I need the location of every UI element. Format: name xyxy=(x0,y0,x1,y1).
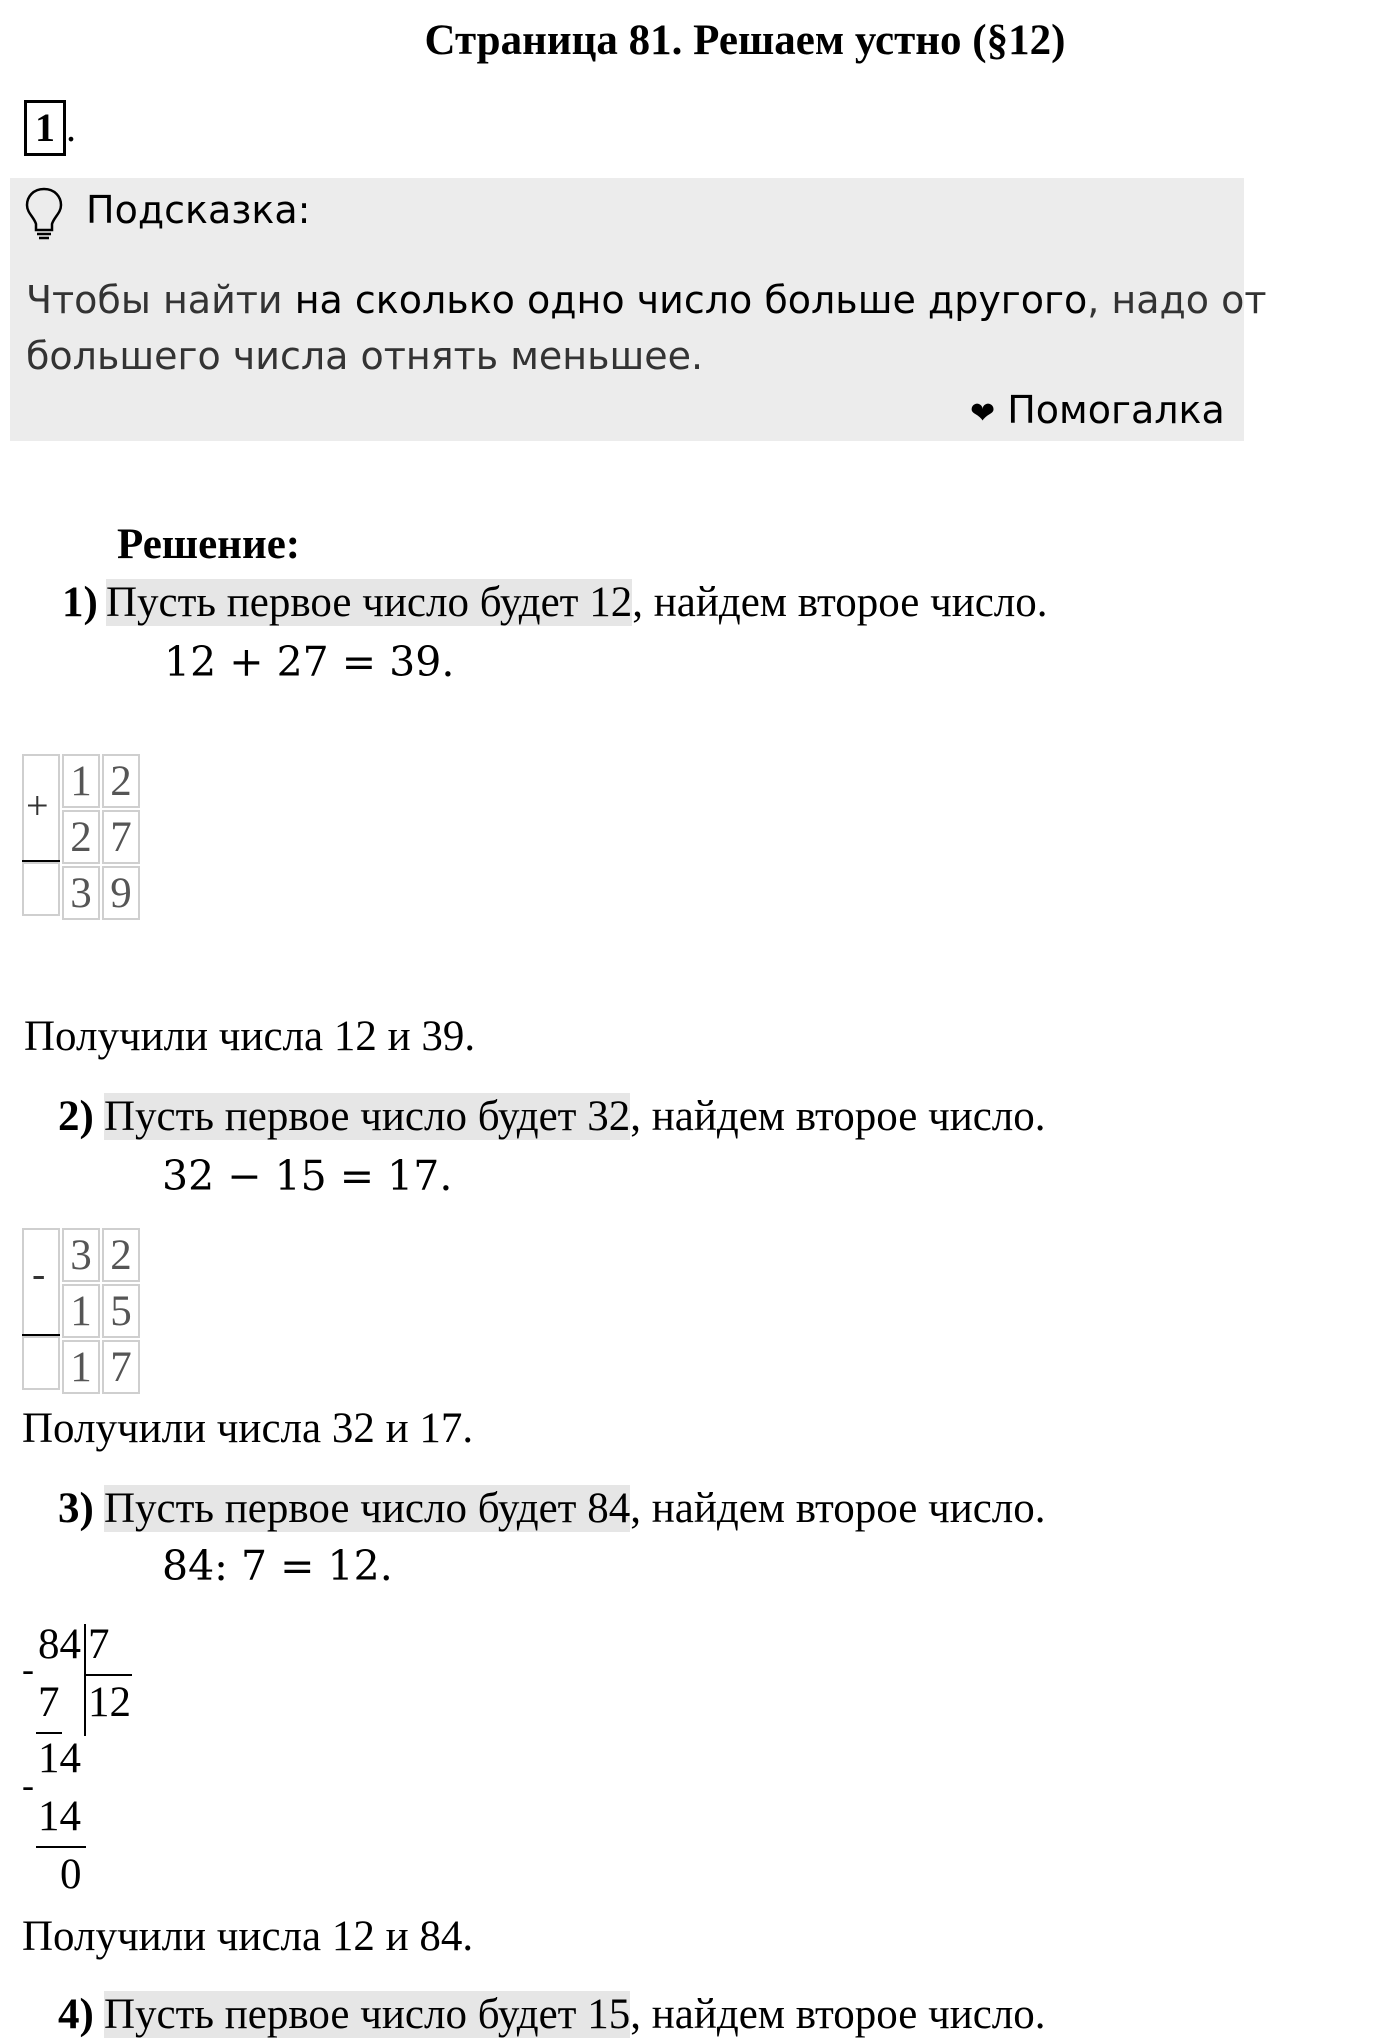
digit-cell: 2 xyxy=(102,754,140,808)
result-text: Получили числа 12 и 84. xyxy=(22,1913,474,1960)
plus-sign: + xyxy=(26,783,49,828)
empty-cell xyxy=(22,1336,60,1390)
equation: 84: 7 = 12. xyxy=(162,1542,393,1590)
digit-cell: 5 xyxy=(102,1284,140,1338)
remainder-1: 14 xyxy=(38,1735,81,1782)
digit-cell: 3 xyxy=(62,866,100,920)
subtrahend-1: 7 xyxy=(38,1679,60,1726)
digit-cell: 7 xyxy=(102,1340,140,1394)
item-statement xyxy=(106,578,1048,627)
task-number xyxy=(24,100,76,156)
item-number: 3) xyxy=(58,1485,94,1532)
solution-heading: Решение: xyxy=(117,521,301,568)
item-number: 2) xyxy=(58,1093,94,1140)
digit-cell: 3 xyxy=(62,1228,100,1282)
hint-text-line-1 xyxy=(26,278,1267,322)
division-bar-horizontal xyxy=(84,1674,132,1676)
digit-cell: 7 xyxy=(102,810,140,864)
task-number-box: 1 xyxy=(24,100,66,156)
item-rest: , найдем второе число. xyxy=(630,1485,1046,1532)
heart-icon: ❤ xyxy=(970,396,996,431)
minus-sign: - xyxy=(22,1649,34,1689)
digit-cell: 1 xyxy=(62,1284,100,1338)
hint-text-line-2: большего числа отнять меньшее. xyxy=(26,334,704,378)
division-bar-vertical xyxy=(84,1624,86,1736)
digit-cell: 2 xyxy=(102,1228,140,1282)
lightbulb-icon xyxy=(24,186,64,242)
hint-footer[interactable] xyxy=(970,388,1225,432)
digit-cell: 2 xyxy=(62,810,100,864)
item-statement xyxy=(104,1484,1046,1533)
digit-cell: 1 xyxy=(62,1340,100,1394)
hint-text-bold: на сколько одно число больше другого xyxy=(294,278,1088,322)
result-text: Получили числа 32 и 17. xyxy=(22,1405,474,1452)
quotient: 12 xyxy=(88,1679,131,1726)
minus-sign: - xyxy=(22,1765,34,1805)
equation: 32 − 15 = 17. xyxy=(162,1152,453,1200)
item-highlight: Пусть первое число будет 15 xyxy=(104,1991,631,2038)
digit-cell: 1 xyxy=(62,754,100,808)
hint-text-before: Чтобы найти xyxy=(26,278,295,322)
item-statement xyxy=(104,1990,1046,2039)
page-title: Страница 81. Решаем устно (§12) xyxy=(424,17,1066,64)
result-text: Получили числа 12 и 39. xyxy=(24,1013,476,1060)
empty-cell xyxy=(22,862,60,916)
item-number: 1) xyxy=(62,579,98,626)
item-rest: , найдем второе число. xyxy=(630,1991,1046,2038)
hint-title: Подсказка: xyxy=(86,188,311,232)
dividend: 84 xyxy=(38,1621,81,1668)
item-number: 4) xyxy=(58,1991,94,2038)
digit-cell: 9 xyxy=(102,866,140,920)
item-highlight: Пусть первое число будет 84 xyxy=(104,1485,631,1532)
equation: 12 + 27 = 39. xyxy=(164,638,455,686)
minus-sign: - xyxy=(32,1251,46,1296)
task-number-suffix: . xyxy=(66,105,76,150)
item-highlight: Пусть первое число будет 12 xyxy=(106,579,633,626)
item-rest: , найдем второе число. xyxy=(632,579,1048,626)
sub-line-2 xyxy=(36,1846,86,1848)
item-statement xyxy=(104,1092,1046,1141)
hint-text-after: , надо от xyxy=(1087,278,1267,322)
long-division xyxy=(0,1620,200,1898)
item-highlight: Пусть первое число будет 32 xyxy=(104,1093,631,1140)
subtrahend-2: 14 xyxy=(38,1793,81,1840)
final-remainder: 0 xyxy=(60,1851,82,1898)
item-rest: , найдем второе число. xyxy=(630,1093,1046,1140)
divisor: 7 xyxy=(88,1621,110,1668)
hint-footer-label: Помогалка xyxy=(1007,388,1225,432)
